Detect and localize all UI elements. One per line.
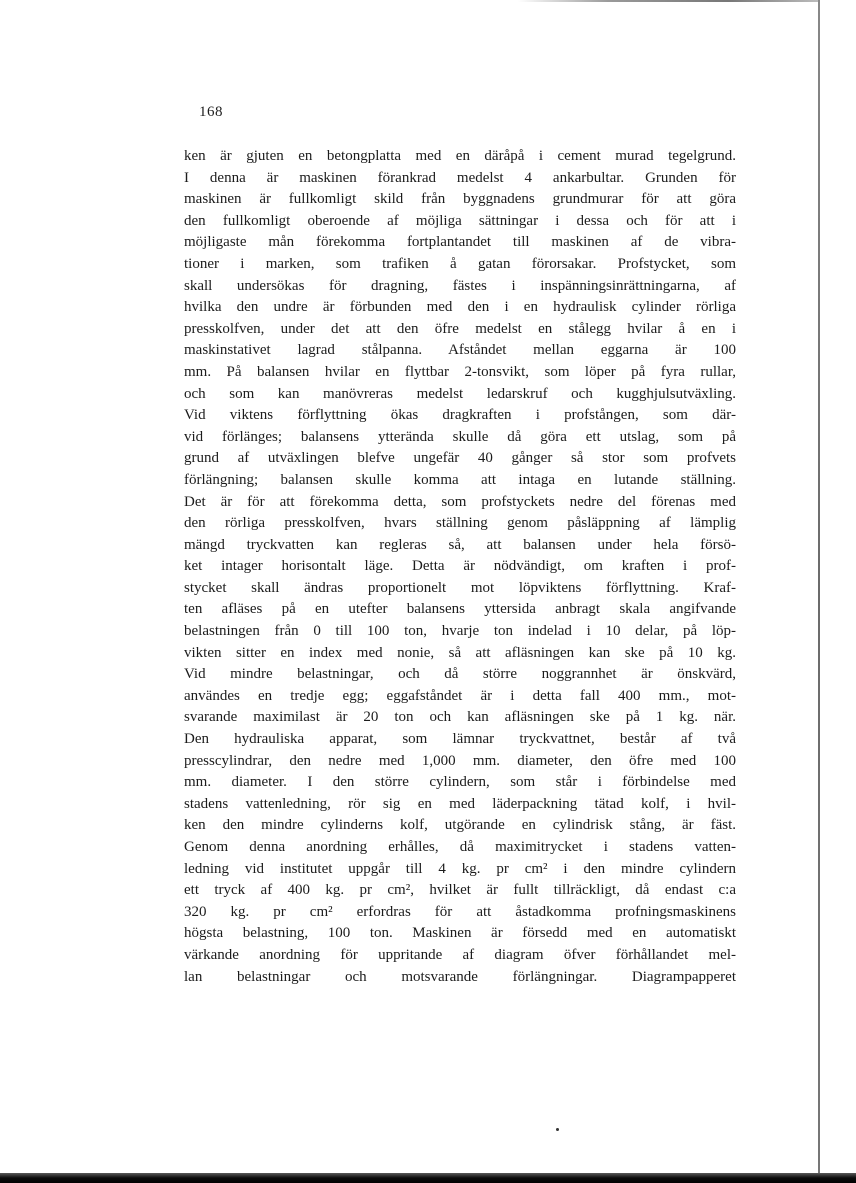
body-paragraph [184, 146, 736, 988]
text-line: mm. diameter. I den större cylindern, som står i förbindelse med [184, 774, 736, 791]
text-line: hvilka den undre är förbunden med den i en hydraulisk cylinder rörliga [184, 299, 736, 316]
text-line: 320 kg. pr cm² erfordras för att åstadkomma profningsmaskinens [184, 903, 736, 920]
scan-edge-top [518, 0, 818, 2]
text-line: maskinen är fullkomligt skild från byggnadens grundmurar för att göra [184, 191, 736, 208]
text-line: skall undersökas för dragning, fästes i inspänningsinrättningarna, af [184, 277, 736, 294]
text-line: presscylindrar, den nedre med 1,000 mm. diameter, den öfre med 100 [184, 752, 736, 769]
text-line: ledning vid institutet uppgår till 4 kg. pr cm² i den mindre cylindern [184, 860, 736, 877]
text-line: maskinstativet lagrad stålpanna. Afståndet mellan eggarna är 100 [184, 342, 736, 359]
text-line: stycket skall ändras proportionelt mot löpviktens förflyttning. Kraf- [184, 579, 736, 596]
text-line: Det är för att förekomma detta, som profstyckets nedre del förenas med [184, 493, 736, 510]
text-line: användes en tredje egg; eggafståndet är i detta fall 400 mm., mot- [184, 687, 736, 704]
text-line: mängd tryckvatten kan regleras så, att balansen under hela försö- [184, 536, 736, 553]
text-line: och som kan manövreras medelst ledarskruf och kugghjulsutväxling. [184, 385, 736, 402]
text-line: den fullkomligt oberoende af möjliga sättningar i dessa och för att i [184, 212, 736, 229]
text-line: ett tryck af 400 kg. pr cm², hvilket är fullt tillräckligt, då endast c:a [184, 882, 736, 899]
text-line: Genom denna anordning erhålles, då maximitrycket i stadens vatten- [184, 839, 736, 855]
scan-edge-right [818, 0, 820, 1183]
text-line: möjligaste mån förekomma fortplantandet till maskinen af de vibra- [184, 234, 736, 251]
text-line: mm. På balansen hvilar en flyttbar 2-tonsvikt, som löper på fyra rullar, [184, 363, 736, 380]
text-line: presskolfven, under det att den öfre medelst en stålegg hvilar å en i [184, 320, 736, 337]
text-line: värkande anordning för uppritande af diagram öfver förhållandet mel- [184, 946, 736, 963]
scan-edge-bottom [0, 1173, 856, 1183]
text-line: Vid mindre belastningar, och då större noggrannhet är önskvärd, [184, 666, 736, 683]
text-line: grund af utväxlingen blefve ungefär 40 gånger så stor som profvets [184, 450, 736, 467]
text-line: ken är gjuten en betongplatta med en däråpå i cement murad tegelgrund. [184, 148, 736, 164]
text-line: ken den mindre cylinderns kolf, utgörande en cylindrisk stång, är fäst. [184, 817, 736, 834]
text-line: Den hydrauliska apparat, som lämnar tryckvattnet, består af två [184, 731, 736, 748]
text-line: svarande maximilast är 20 ton och kan afläsningen ske på 1 kg. när. [184, 709, 736, 726]
text-line: belastningen från 0 till 100 ton, hvarje ton indelad i 10 delar, på löp- [184, 623, 736, 640]
text-line: stadens vattenledning, rör sig en med läderpackning tätad kolf, i hvil- [184, 795, 736, 812]
text-line: tioner i marken, som trafiken å gatan förorsakar. Profstycket, som [184, 255, 736, 272]
scan-speck [556, 1128, 559, 1131]
text-line: den rörliga presskolfven, hvars ställning genom påsläppning af lämplig [184, 515, 736, 532]
text-line: vid förlänges; balansens ytterända skulle då göra ett utslag, som på [184, 428, 736, 445]
text-line: högsta belastning, 100 ton. Maskinen är försedd med en automatiskt [184, 925, 736, 942]
text-line: förlängning; balansen skulle komma att intaga en lutande ställning. [184, 471, 736, 488]
text-line: Vid viktens förflyttning ökas dragkraften i profstången, som där- [184, 407, 736, 424]
text-line: I denna är maskinen förankrad medelst 4 ankarbultar. Grunden för [184, 169, 736, 186]
text-line: ket intager horisontalt läge. Detta är nödvändigt, om kraften i prof- [184, 558, 736, 575]
text-line: vikten sitter en index med nonie, så att afläsningen kan ske på 10 kg. [184, 644, 736, 661]
page-number: 168 [199, 104, 223, 120]
text-line: lan belastningar och motsvarande förlängningar. Diagrampapperet [184, 968, 736, 985]
text-line: ten afläses på en utefter balansens yttersida anbragt skala angifvande [184, 601, 736, 618]
